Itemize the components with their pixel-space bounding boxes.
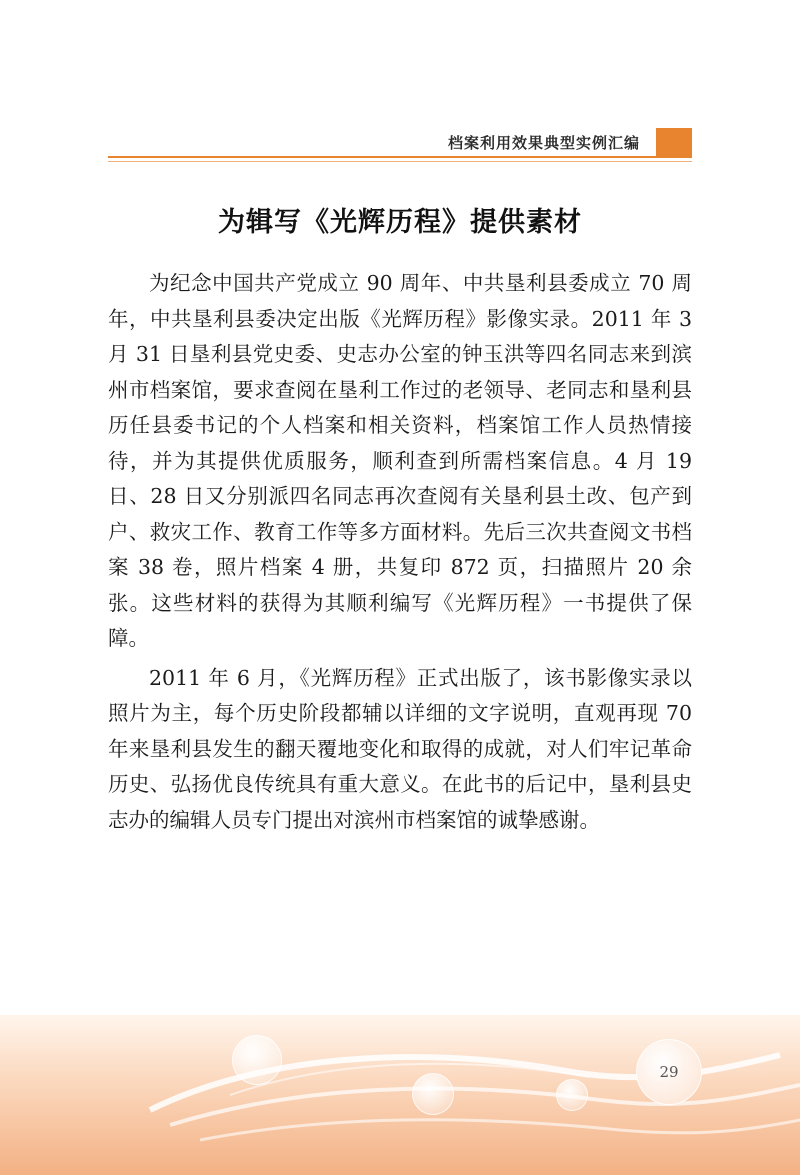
running-header-title: 档案利用效果典型实例汇编 [447, 134, 640, 152]
header-accent-block [656, 128, 692, 156]
article-title: 为辑写《光辉历程》提供素材 [218, 207, 582, 238]
paragraph: 2011 年 6 月，《光辉历程》正式出版了，该书影像实录以照片为主，每个历史阶段都辅以详细的文字说明，直观再现 70 年来垦利县发生的翻天覆地变化和取得的成就，对人们牢记革命历史、弘扬优良传统具有重大意义。在此书的后记中，垦利县史志办的编辑人员专门提出对滨州市档案馆的诚挚感谢。 [108, 665, 692, 832]
decorative-bubble [412, 1073, 454, 1115]
decorative-bubble [556, 1079, 588, 1111]
article-body [108, 266, 692, 838]
running-header [108, 128, 692, 158]
header-rule-thin [108, 161, 692, 162]
decorative-bubble [232, 1035, 282, 1085]
paragraph: 为纪念中国共产党成立 90 周年、中共垦利县委成立 70 周年，中共垦利县委决定出版《光辉历程》影像实录。2011 年 3 月 31 日垦利县党史委、史志办公室的钟玉洪等四名同志来到滨州市档案馆，要求查阅在垦利工作过的老领导、老同志和垦利县历任县委书记的个人档案和相关资料，档案馆工作人员热情接待，并为其提供优质服务，顺利查到所需档案信息。4 月 19 日、28 日又分别派四名同志再次查阅有关垦利县土改、包产到户、救灾工作、教育工作等多方面材料。先后三次共查阅文书档案 38 卷，照片档案 4 册，共复印 872 页，扫描照片 20 余张。这些材料的获得为其顺利编写《光辉历程》一书提供了保障。 [108, 271, 692, 650]
page-number: 29 [659, 1063, 679, 1081]
header-rule [108, 156, 692, 158]
page-number-badge [636, 1039, 702, 1105]
footer-decoration [0, 1015, 800, 1175]
